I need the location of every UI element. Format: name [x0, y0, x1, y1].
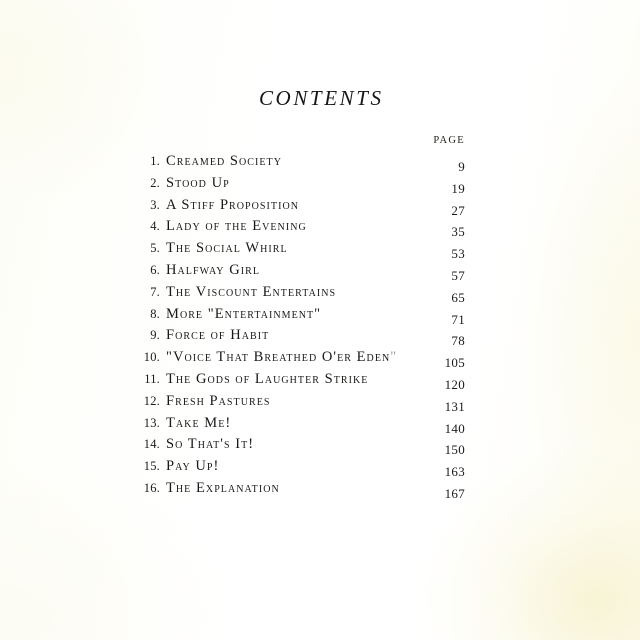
toc-entry-row[interactable] [0, 195, 640, 217]
toc-entry-page-number: 167 [444, 485, 465, 501]
toc-entry-title: More "Entertainment" [166, 305, 322, 322]
toc-entry-page-number: 71 [451, 311, 465, 327]
toc-entry-row[interactable] [0, 216, 640, 238]
toc-entry-page-number: 35 [451, 224, 465, 240]
toc-entry-row[interactable] [0, 282, 640, 304]
toc-entry-trailing-quote: " [390, 349, 398, 366]
table-of-contents-list [0, 151, 640, 500]
toc-entry-title: Pay Up! [166, 458, 220, 475]
toc-entry-number: 3. [150, 197, 160, 212]
toc-entry-row[interactable] [0, 304, 640, 326]
toc-entry-title: Take Me! [166, 414, 232, 431]
toc-entry-page-number: 9 [458, 159, 465, 174]
toc-entry-title: So That's It! [166, 436, 255, 453]
toc-entry-number: 14. [143, 437, 160, 452]
toc-entry-row[interactable] [0, 478, 640, 500]
toc-entry-row[interactable] [0, 151, 640, 173]
toc-entry-row[interactable] [0, 173, 640, 195]
toc-entry-number: 8. [150, 306, 160, 321]
page-column-header: PAGE [433, 135, 465, 146]
toc-entry-title: The Viscount Entertains [166, 283, 337, 300]
toc-entry-row[interactable] [0, 456, 640, 478]
toc-entry-number: 11. [144, 371, 160, 386]
toc-entry-row[interactable] [0, 369, 640, 391]
toc-entry-title: Stood Up [166, 174, 230, 191]
toc-entry-title: "Voice That Breathed O'er Eden" [166, 349, 398, 366]
toc-entry-number: 2. [150, 175, 160, 190]
toc-entry-number: 10. [143, 350, 160, 365]
toc-entry-page-number: 120 [444, 376, 465, 392]
toc-entry-title: Creamed Society [166, 153, 282, 169]
toc-entry-number: 13. [143, 415, 160, 430]
toc-entry-row[interactable] [0, 434, 640, 456]
toc-entry-title: Fresh Pastures [166, 392, 271, 409]
toc-entry-number: 12. [143, 393, 160, 408]
toc-entry-number: 6. [150, 262, 160, 277]
toc-entry-number: 4. [150, 219, 160, 234]
toc-entry-title: Force of Habit [166, 327, 270, 344]
toc-entry-page-number: 19 [451, 180, 465, 196]
toc-entry-page-number: 150 [444, 442, 465, 458]
toc-entry-row[interactable] [0, 391, 640, 413]
toc-entry-title: Halfway Girl [166, 261, 261, 278]
toc-entry-number: 5. [150, 241, 160, 256]
toc-entry-page-number: 53 [451, 246, 465, 262]
toc-entry-number: 7. [150, 284, 160, 299]
toc-entry-title: The Explanation [166, 479, 280, 496]
toc-entry-row[interactable] [0, 260, 640, 282]
toc-entry-title: A Stiff Proposition [166, 196, 300, 213]
toc-entry-page-number: 105 [444, 355, 465, 371]
toc-entry-title: Lady of the Evening [166, 218, 307, 235]
page-title: CONTENTS [258, 86, 384, 110]
toc-entry-row[interactable] [0, 238, 640, 260]
toc-entry-number: 9. [150, 328, 160, 343]
toc-entry-page-number: 65 [451, 289, 465, 305]
toc-entry-title: The Gods of Laughter Strike [166, 370, 369, 387]
toc-entry-row[interactable] [0, 325, 640, 347]
toc-entry-page-number: 140 [444, 420, 465, 436]
toc-entry-number: 15. [143, 459, 160, 474]
toc-entry-title: The Social Whirl [166, 240, 288, 257]
toc-entry-number: 1. [150, 154, 160, 168]
toc-entry-page-number: 163 [444, 464, 465, 480]
toc-entry-page-number: 27 [451, 202, 465, 218]
toc-entry-row[interactable] [0, 347, 640, 369]
toc-entry-page-number: 57 [451, 267, 465, 283]
toc-entry-page-number: 131 [444, 398, 465, 414]
toc-entry-row[interactable] [0, 413, 640, 435]
toc-entry-page-number: 78 [451, 333, 465, 349]
toc-entry-number: 16. [143, 480, 160, 495]
